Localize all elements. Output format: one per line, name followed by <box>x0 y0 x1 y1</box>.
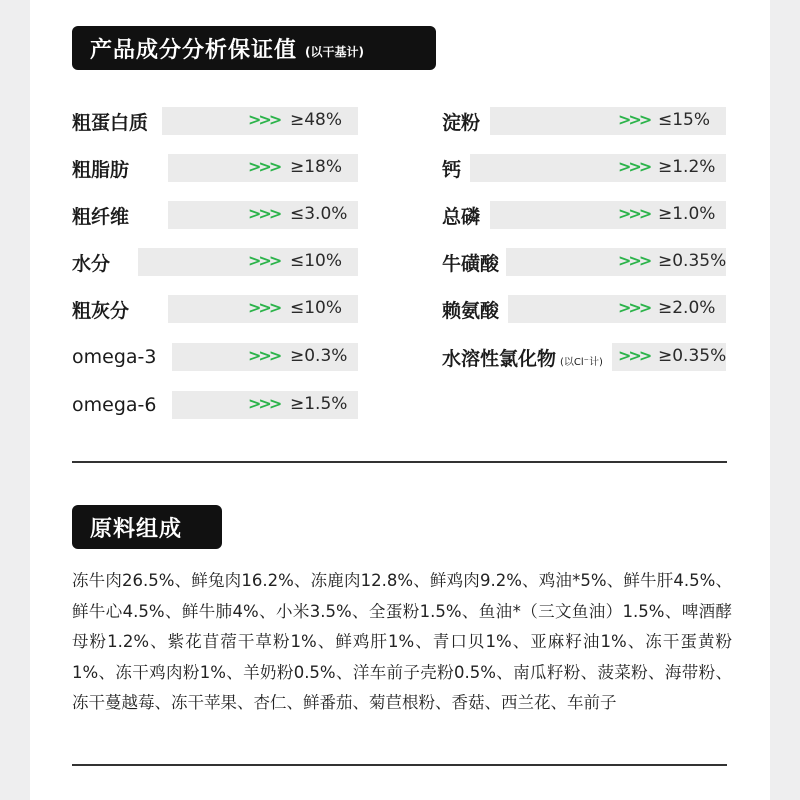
nutrient-value: ≥2.0% <box>658 298 716 318</box>
nutrient-label: 水分 <box>72 252 111 275</box>
nutrient-bar <box>172 391 358 419</box>
ingredients-title: 原料组成 <box>90 516 183 542</box>
chevrons-icon: >>> <box>618 346 650 365</box>
nutrient-value: ≥1.2% <box>658 157 716 177</box>
chevrons-icon: >>> <box>248 394 280 413</box>
nutrient-row <box>72 201 358 229</box>
nutrient-label: 钙 <box>442 158 462 181</box>
chevrons-icon: >>> <box>248 298 280 317</box>
nutrient-value: ≤10% <box>290 298 343 318</box>
section-divider <box>72 461 727 463</box>
nutrient-value: ≥1.0% <box>658 204 716 224</box>
nutrient-label: 赖氨酸 <box>442 299 500 322</box>
ingredients-text: 冻牛肉26.5%、鲜兔肉16.2%、冻鹿肉12.8%、鲜鸡肉9.2%、鸡油*5%、鲜牛肝4.5%、鲜牛心4.5%、鲜牛肺4%、小米3.5%、全蛋粉1.5%、鱼油*（三文鱼油）1.5%、啤酒酵母粉1.2%、紫花苜蓿干草粉1%、鲜鸡肝1%、青口贝1%、亚麻籽油1%、冻干蛋黄粉1%、冻干鸡肉粉1%、羊奶粉0.5%、洋车前子壳粉0.5%、南瓜籽粉、菠菜粉、海带粉、冻干蔓越莓、冻干苹果、杏仁、鲜番茄、菊苣根粉、香菇、西兰花、车前子 <box>72 571 732 712</box>
nutrient-row <box>72 295 358 323</box>
chevrons-icon: >>> <box>618 110 650 129</box>
nutrient-row <box>442 201 726 229</box>
nutrient-bar <box>612 343 726 371</box>
section-divider <box>72 764 727 766</box>
chevrons-icon: >>> <box>618 204 650 223</box>
chevrons-icon: >>> <box>618 298 650 317</box>
nutrient-bar <box>470 154 726 182</box>
ingredients-heading <box>72 505 222 549</box>
nutrient-label: 粗脂肪 <box>72 158 130 181</box>
chevrons-icon: >>> <box>618 251 650 270</box>
nutrient-row <box>72 391 358 419</box>
nutrient-bar <box>172 343 358 371</box>
chevrons-icon: >>> <box>248 204 280 223</box>
nutrient-label: omega-3 <box>72 346 157 368</box>
chevrons-icon: >>> <box>248 346 280 365</box>
nutrient-value: ≥0.35% <box>658 346 727 366</box>
nutrient-value: ≥0.35% <box>658 251 727 271</box>
nutrient-bar <box>162 107 358 135</box>
chevrons-icon: >>> <box>618 157 650 176</box>
nutrient-value: ≤15% <box>658 110 711 130</box>
nutrient-row <box>442 107 726 135</box>
nutrient-row <box>72 107 358 135</box>
nutrient-bar <box>490 201 726 229</box>
nutrient-label: 牛磺酸 <box>442 252 500 275</box>
chevrons-icon: >>> <box>248 251 280 270</box>
nutrient-row <box>442 343 726 371</box>
nutrient-label: 粗纤维 <box>72 205 130 228</box>
nutrient-label-text: 水溶性氯化物 <box>442 347 557 370</box>
nutrient-row <box>72 154 358 182</box>
nutrient-bar <box>506 248 726 276</box>
nutrient-value: ≥0.3% <box>290 346 348 366</box>
nutrient-row <box>72 248 358 276</box>
nutrient-label: 淀粉 <box>442 111 481 134</box>
nutrient-label: omega-6 <box>72 394 157 416</box>
analysis-title: 产品成分分析保证值 <box>90 37 298 63</box>
nutrient-label: 粗蛋白质 <box>72 111 149 134</box>
nutrient-row <box>442 295 726 323</box>
nutrient-bar <box>138 248 358 276</box>
nutrient-label: 总磷 <box>442 205 481 228</box>
nutrient-bar <box>490 107 726 135</box>
nutrient-value: ≤3.0% <box>290 204 348 224</box>
nutrient-bar <box>168 154 358 182</box>
nutrient-row <box>442 248 726 276</box>
nutrient-bar <box>508 295 726 323</box>
nutrient-value: ≤10% <box>290 251 343 271</box>
nutrient-row <box>72 343 358 371</box>
nutrient-bar <box>168 295 358 323</box>
chevrons-icon: >>> <box>248 157 280 176</box>
nutrient-value: ≥1.5% <box>290 394 348 414</box>
analysis-subtitle: (以干基计) <box>305 44 364 59</box>
nutrient-bar <box>168 201 358 229</box>
nutrient-label <box>442 344 603 371</box>
analysis-heading <box>72 26 436 70</box>
nutrient-note: (以Cl⁻计) <box>560 356 603 368</box>
nutrient-value: ≥18% <box>290 157 343 177</box>
nutrient-value: ≥48% <box>290 110 343 130</box>
nutrient-row <box>442 154 726 182</box>
chevrons-icon: >>> <box>248 110 280 129</box>
nutrient-label: 粗灰分 <box>72 299 130 322</box>
